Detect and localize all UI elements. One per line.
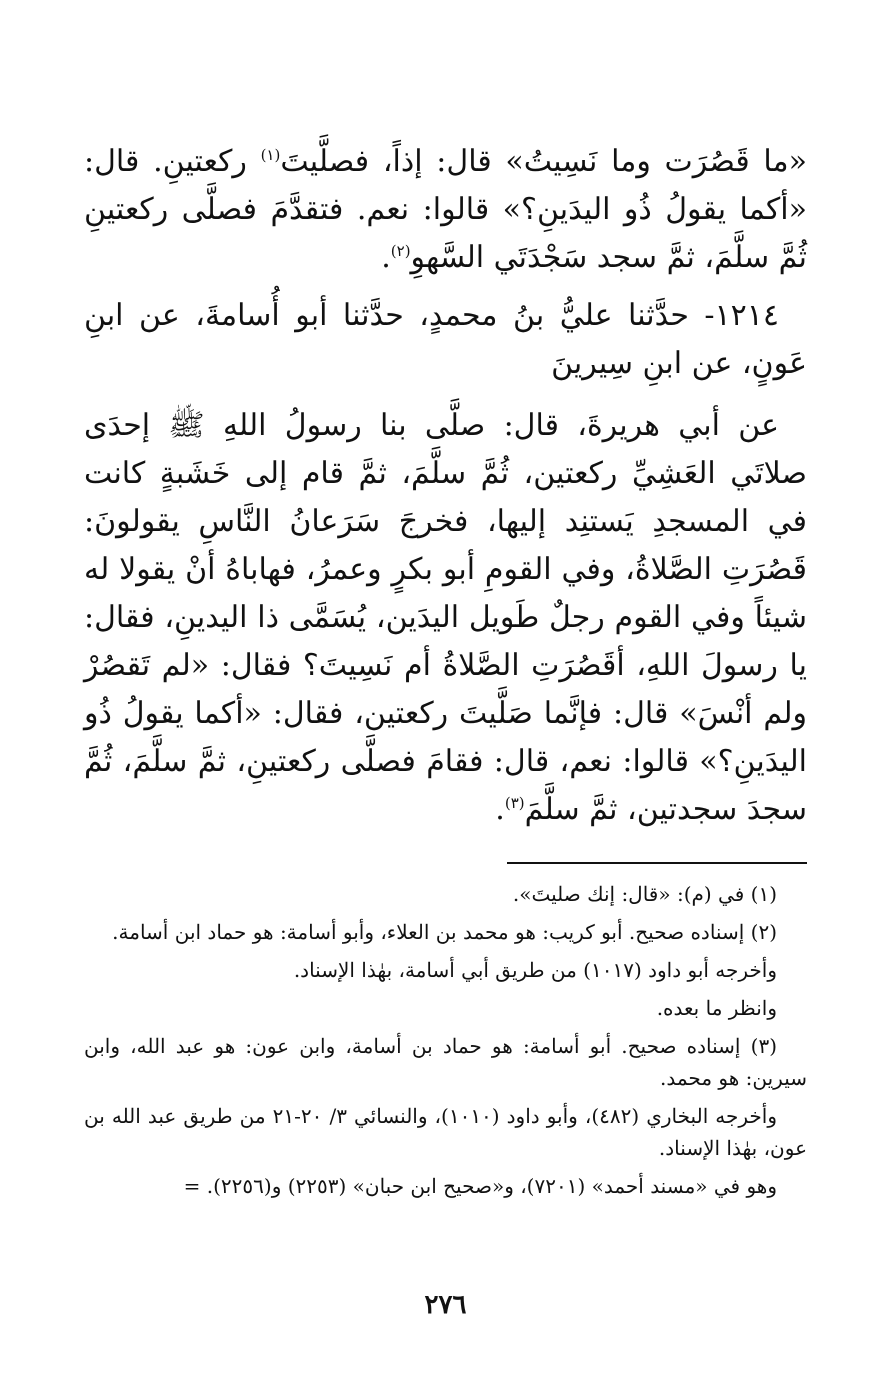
footnote-ref-2: (٢)	[390, 242, 411, 260]
footnote-divider	[507, 862, 807, 864]
text-run: ركعتينِ. قال: «أكما يقولُ ذُو اليدَينِ؟» قالوا: نعم. فتقدَّمَ فصلَّى ركعتينِ ثُمَّ سلَّمَ، ثمَّ سجد سَجْدَتَي السَّهوِ	[84, 144, 807, 275]
footnote-3: (٣) إسناده صحيح. أبو أسامة: هو حماد بن أسامة، وابن عون: هو عبد الله، وابن سيرين: هو محمد.	[84, 1034, 807, 1090]
text-run: .	[495, 792, 505, 827]
footnote-3-cont-a: وأخرجه البخاري (٤٨٢)، وأبو داود (١٠١٠)، والنسائي ٣/ ٢٠-٢١ من طريق عبد الله بن عون، بهٰذا الإسناد.	[84, 1104, 807, 1160]
footnote-divider-wrap	[84, 834, 807, 878]
footnote-3-cont-b: وهو في «مسند أحمد» (٧٢٠١)، و«صحيح ابن حبان» (٢٢٥٣) و(٢٢٥٦). =	[183, 1174, 777, 1198]
page-body	[84, 138, 807, 1208]
text-run: .	[381, 240, 391, 275]
hadith-text-1214	[84, 402, 807, 834]
hadith-chain-1214: ١٢١٤- حدَّثنا عليُّ بنُ محمدٍ، حدَّثنا أبو أُسامةَ، عن ابنِ عَونٍ، عن ابنِ سِيرينَ	[84, 298, 807, 381]
page-number: ٢٧٦	[424, 1290, 467, 1320]
footnote-ref-3: (٣)	[504, 794, 525, 812]
text-run: «ما قَصُرَت وما نَسِيتُ» قال: إذاً، فصلَّيتَ	[280, 144, 807, 179]
text-run: عن أبي هريرةَ، قال: صلَّى بنا رسولُ اللهِ ﷺ إحدَى صلاتَي العَشِيِّ ركعتين، ثُمَّ سلَّمَ، ثمَّ قام إلى خَشَبةٍ كانت في المسجدِ يَستنِد إليها، فخرجَ سَرَعانُ النَّاسِ يقولونَ: قَصُرَتِ الصَّلاةُ، وفي القومِ أبو بكرٍ وعمرُ، فهاباهُ أنْ يقولا له شيئاً وفي القوم رجلٌ طَويل اليدَين، يُسَمَّى ذا اليدينِ، فقال: يا رسولَ اللهِ، أقَصُرَتِ الصَّلاةُ أم نَسِيتَ؟ فقال: «لم تَقصُرْ ولم أنْسَ» قال: فإنَّما صَلَّيتَ ركعتين، فقال: «أكما يقولُ ذُو اليدَينِ؟» قالوا: نعم، قال: فقامَ فصلَّى ركعتينِ، ثمَّ سلَّمَ، ثُمَّ سجدَ سجدتين، ثمَّ سلَّمَ	[84, 408, 807, 827]
footnote-1: (١) في (م): «قال: إنك صليتَ».	[512, 882, 777, 906]
footnote-2: (٢) إسناده صحيح. أبو كريب: هو محمد بن العلاء، وأبو أسامة: هو حماد ابن أسامة.	[112, 920, 777, 944]
footnotes	[84, 878, 807, 1202]
paragraph-continuation	[84, 138, 807, 282]
footnote-2-cont-a: وأخرجه أبو داود (١٠١٧) من طريق أبي أسامة، بهٰذا الإسناد.	[293, 958, 777, 982]
footnote-2-cont-b: وانظر ما بعده.	[656, 996, 777, 1020]
footnote-ref-1: (١)	[260, 146, 281, 164]
